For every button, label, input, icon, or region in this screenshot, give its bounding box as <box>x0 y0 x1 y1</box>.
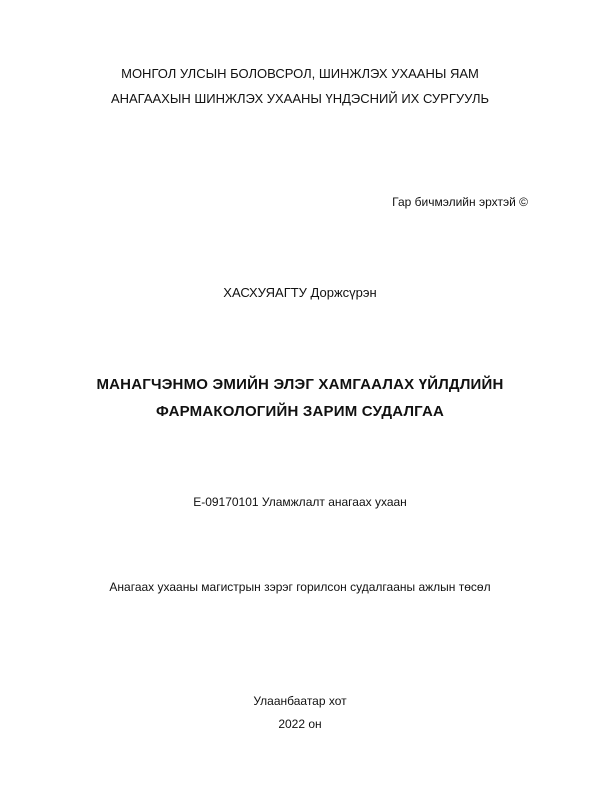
copyright-notice: Гар бичмэлийн эрхтэй © <box>392 195 528 209</box>
ministry-name: МОНГОЛ УЛСЫН БОЛОВСРОЛ, ШИНЖЛЭХ УХААНЫ ЯАМ <box>121 66 479 81</box>
degree-purpose: Анагаах ухааны магистрын зэрэг горилсон судалгааны ажлын төсөл <box>109 580 491 594</box>
university-name: АНАГААХЫН ШИНЖЛЭХ УХААНЫ ҮНДЭСНИЙ ИХ СУРГУУЛЬ <box>110 91 490 106</box>
place: Улаанбаатар хот <box>253 694 347 708</box>
specialty-code: Е-09170101 Уламжлалт анагаах ухаан <box>193 495 407 509</box>
year: 2022 он <box>278 717 322 731</box>
thesis-title-line-2: ФАРМАКОЛОГИЙН ЗАРИМ СУДАЛГАА <box>155 403 445 420</box>
author-name: ХАСХУЯАГТУ Доржсүрэн <box>223 285 377 300</box>
thesis-title-line-1: МАНАГЧЭНМО ЭМИЙН ЭЛЭГ ХАМГААЛАХ ҮЙЛДЛИЙН <box>96 376 504 393</box>
